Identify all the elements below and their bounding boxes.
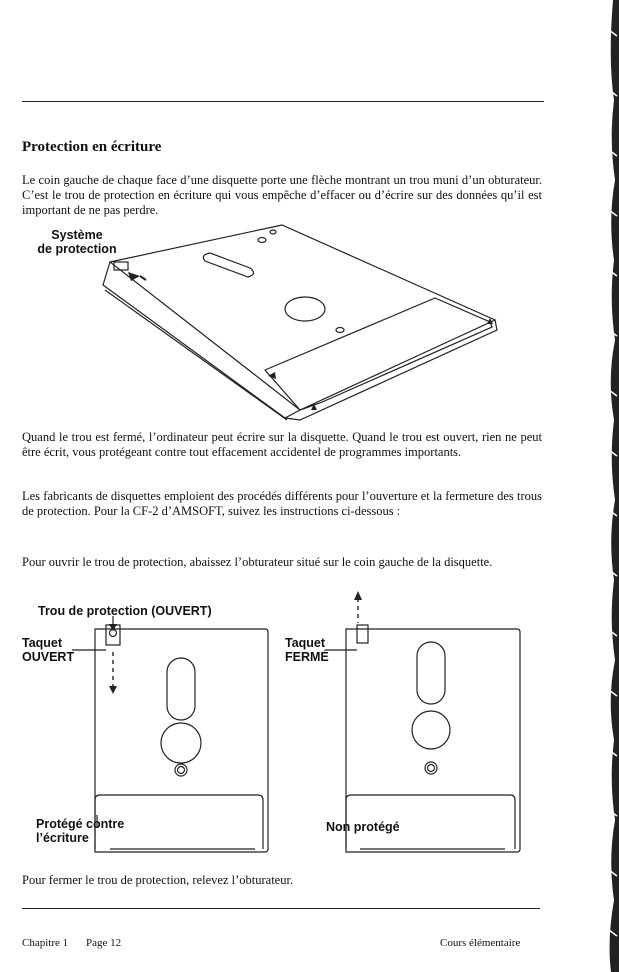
hole-label: Trou de protection (OUVERT) [38, 604, 212, 618]
left-diskette-slot [167, 658, 195, 720]
left-diskette-label-area [95, 795, 263, 849]
bottom-rule [22, 908, 540, 909]
manufacturers-paragraph: Les fabricants de disquettes emploient des procédés différents pour l’ouverture et la fermeture des trous de protection. Pour la CF-2 d’AMSOFT, suivez les instructions ci-dessous : [22, 489, 542, 518]
hole-arrow-icon [109, 624, 117, 631]
close-instructions-paragraph: Pour fermer le trou de protection, relevez l’obturateur. [22, 873, 294, 887]
right-caption: Non protégé [326, 820, 400, 834]
left-caption-line1: Protégé contre [36, 817, 125, 831]
right-diskette-hub [412, 711, 450, 749]
figure1-label-line2: de protection [37, 242, 117, 256]
right-diskette-slot [417, 642, 445, 704]
right-tab-line2: FERMÉ [285, 650, 329, 664]
closed-open-paragraph: Quand le trou est fermé, l’ordinateur peut écrire sur la disquette. Quand le trou est ouvert, rien ne peut être écrit, vous protégeant contre tout effacement accidentel de programmes importants. [22, 430, 542, 459]
footer-chapter: Chapitre 1 [22, 937, 69, 949]
left-tab-line2: OUVERT [22, 650, 75, 664]
right-tab-line1: Taquet [285, 636, 326, 650]
figure1-label-line1: Système [51, 228, 103, 242]
intro-paragraph: Le coin gauche de chaque face d’une disquette porte une flèche montrant un trou muni d’un obturateur. C’est le trou de protection en écriture qui vous empêche d’effacer ou d’écrire sur des données qu’il est important de ne pas perdre. [22, 173, 542, 217]
down-arrow-icon [109, 686, 117, 694]
binding-edge [605, 0, 619, 972]
right-diskette-outline [346, 629, 520, 852]
open-instructions-paragraph: Pour ouvrir le trou de protection, abaissez l’obturateur situé sur le coin gauche de la disquette. [22, 555, 493, 569]
left-diskette-outline [95, 629, 268, 852]
left-caption-line2: l’écriture [36, 831, 89, 845]
right-diskette-label-area [346, 795, 515, 849]
footer-course: Cours élémentaire [440, 937, 521, 949]
up-arrow-icon [354, 591, 362, 600]
left-tab-line1: Taquet [22, 636, 63, 650]
right-diskette-shutter [357, 625, 368, 643]
section-title: Protection en écriture [22, 139, 162, 155]
left-diskette-hub [161, 723, 201, 763]
footer-page: Page 12 [86, 937, 122, 949]
